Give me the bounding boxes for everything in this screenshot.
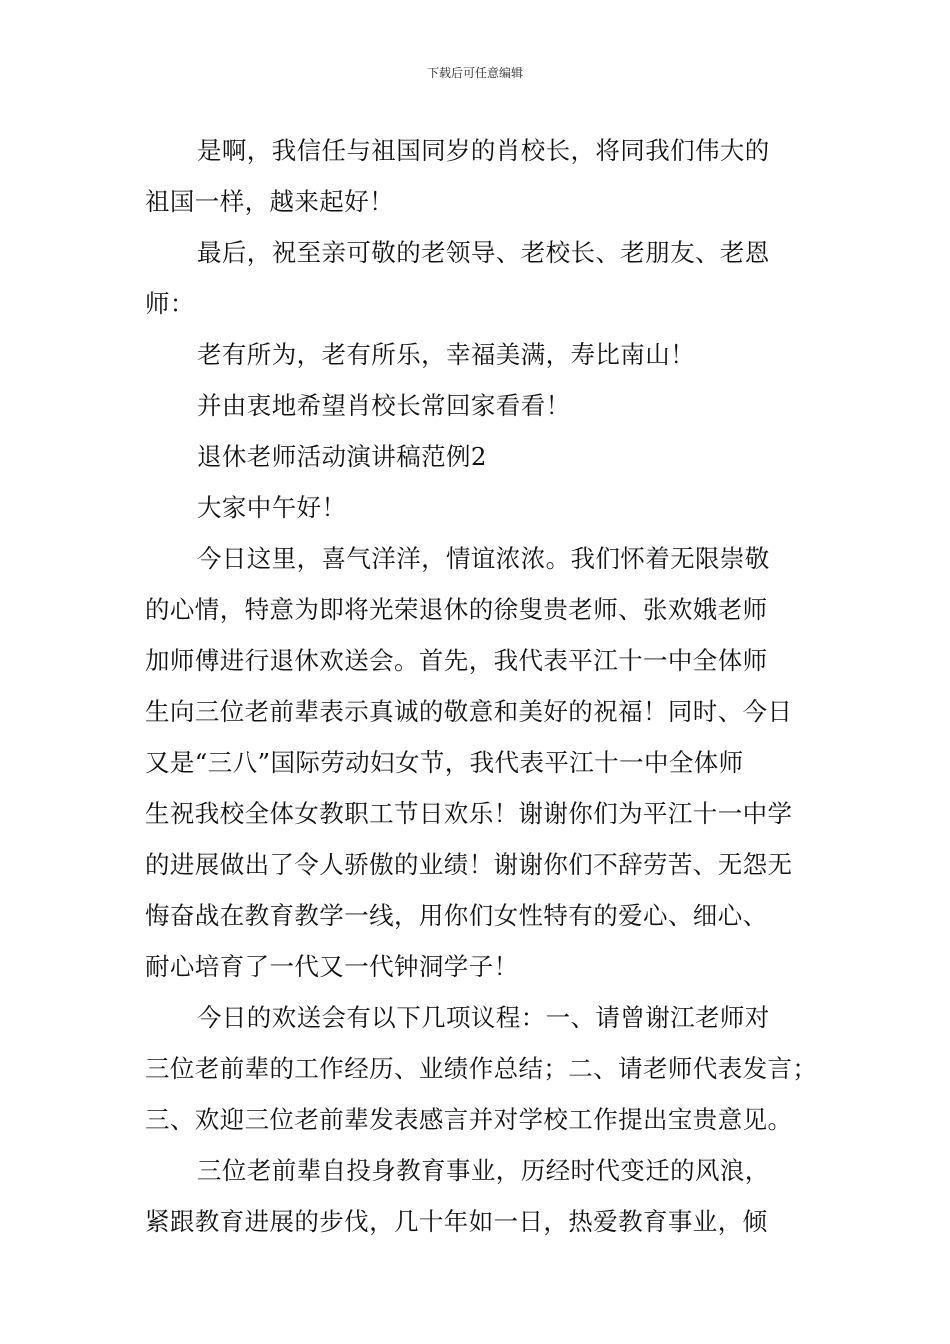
paragraph-line: 今日的欢送会有以下几项议程：一、请曾谢江老师对 — [197, 1003, 770, 1032]
paragraph-line: 师： — [145, 289, 195, 318]
paragraph-line: 的进展做出了令人骄傲的业绩！谢谢你们不辞劳苦、无怨无 — [145, 850, 793, 879]
paragraph-line: 耐心培育了一代又一代钟洞学子！ — [145, 952, 519, 981]
paragraph-line: 生祝我校全体女教职工节日欢乐！谢谢你们为平江十一中学 — [145, 799, 793, 828]
paragraph-line: 三位老前辈自投身教育事业，历经时代变迁的风浪， — [197, 1156, 770, 1185]
paragraph-line: 今日这里，喜气洋洋，情谊浓浓。我们怀着无限崇敬 — [197, 544, 770, 573]
paragraph-line: 悔奋战在教育教学一线，用你们女性特有的爱心、细心、 — [145, 901, 768, 930]
paragraph-line: 的心情，特意为即将光荣退休的徐叟贵老师、张欢娥老师 — [145, 595, 768, 624]
paragraph-line: 三位老前辈的工作经历、业绩作总结；二、请老师代表发言； — [145, 1054, 818, 1083]
paragraph-line: 老有所为，老有所乐，幸福美满，寿比南山！ — [197, 340, 695, 369]
paragraph-line: 加师傅进行退休欢送会。首先，我代表平江十一中全体师 — [145, 646, 768, 675]
paragraph-line: 三、欢迎三位老前辈发表感言并对学校工作提出宝贵意见。 — [145, 1105, 793, 1134]
document-body — [145, 125, 818, 1247]
paragraph-line: 生向三位老前辈表示真诚的敬意和美好的祝福！同时、今日 — [145, 697, 793, 726]
paragraph-line: 最后，祝至亲可敬的老领导、老校长、老朋友、老恩 — [197, 238, 770, 267]
paragraph-line: 紧跟教育进展的步伐，几十年如一日，热爱教育事业，倾 — [145, 1207, 768, 1236]
paragraph-line: 是啊，我信任与祖国同岁的肖校长，将同我们伟大的 — [197, 136, 770, 165]
page-header-note: 下载后可任意编辑 — [426, 66, 523, 80]
greeting-line: 大家中午好！ — [197, 493, 347, 522]
section-title: 退休老师活动演讲稿范例2 — [197, 442, 487, 471]
paragraph-line: 又是“三八”国际劳动妇女节，我代表平江十一中全体师 — [145, 748, 744, 777]
paragraph-line: 并由衷地希望肖校长常回家看看！ — [197, 391, 571, 420]
paragraph-line: 祖国一样，越来起好！ — [145, 187, 394, 216]
